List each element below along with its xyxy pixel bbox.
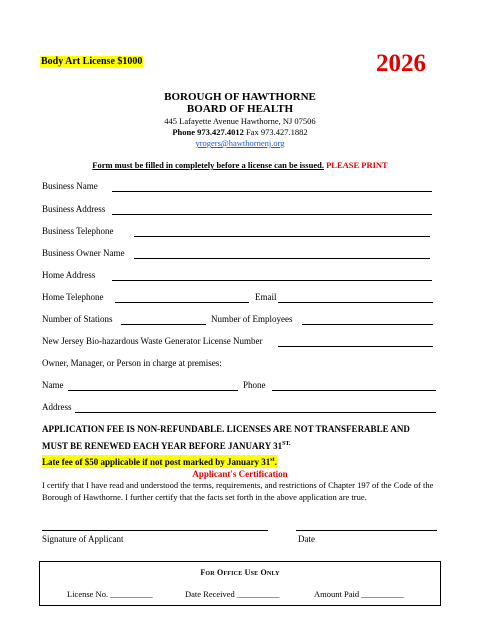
org-email-wrap xyxy=(0,138,480,148)
fee-notice-line2 xyxy=(42,439,291,452)
home-address-label: Home Address xyxy=(42,270,96,280)
owner-phone-label: Phone xyxy=(243,380,266,390)
number-of-stations-label: Number of Stations xyxy=(42,314,113,324)
owner-manager-label: Owner, Manager, or Person in charge at premises: xyxy=(42,358,222,368)
date-label: Date xyxy=(298,534,315,544)
email-label: Email xyxy=(255,292,277,302)
business-telephone-label: Business Telephone xyxy=(42,226,114,236)
number-of-employees-line[interactable] xyxy=(302,324,433,325)
number-of-stations-line[interactable] xyxy=(121,324,206,325)
business-name-label: Business Name xyxy=(42,181,98,191)
certification-title: Applicant's Certification xyxy=(192,469,288,479)
email-line[interactable] xyxy=(278,302,433,303)
late-fee-text: Late fee of $50 applicable if not post marked by January 31 xyxy=(42,457,271,467)
home-telephone-line[interactable] xyxy=(115,302,249,303)
signature-label: Signature of Applicant xyxy=(42,534,124,544)
office-use-box xyxy=(39,561,441,606)
business-address-line[interactable] xyxy=(112,214,432,215)
owner-phone-line[interactable] xyxy=(272,390,436,391)
office-use-title: For Office Use Only xyxy=(200,568,280,577)
certification-body: I certify that I have read and understood the terms, requirements, and restrictions of Chapter 197 of the Code of the Borough of Hawthorne. I further certify that the facts set forth in the above application are true. xyxy=(42,480,434,502)
fee-notice-line2-sup: ST. xyxy=(282,441,291,447)
late-fee-sup: st xyxy=(270,457,275,463)
office-amount-paid: Amount Paid __________ xyxy=(314,589,404,599)
office-date-received: Date Received __________ xyxy=(185,589,280,599)
license-year: 2026 xyxy=(376,50,426,77)
license-title: Body Art License $1000 xyxy=(41,56,143,67)
instruction-emphasis: PLEASE PRINT xyxy=(326,160,388,170)
late-fee-end: . xyxy=(274,457,277,467)
org-fax: Fax 973.427.1882 xyxy=(243,127,308,137)
org-email-link[interactable]: yrogers@hawthornenj.org xyxy=(195,138,285,148)
home-telephone-label: Home Telephone xyxy=(42,292,104,302)
nj-license-line[interactable] xyxy=(278,346,433,347)
org-name: BOROUGH OF HAWTHORNE xyxy=(164,91,316,103)
number-of-employees-label: Number of Employees xyxy=(211,314,293,324)
business-owner-name-line[interactable] xyxy=(134,258,430,259)
owner-name-line[interactable] xyxy=(68,390,238,391)
signature-line[interactable] xyxy=(42,530,268,531)
org-address: 445 Lafayette Avenue Hawthorne, NJ 07506 xyxy=(164,116,316,126)
business-address-label: Business Address xyxy=(42,204,106,214)
instruction-text: Form must be filled in completely before a license can be issued. xyxy=(92,160,324,170)
home-address-line[interactable] xyxy=(112,280,432,281)
office-license-no: License No. __________ xyxy=(67,589,153,599)
business-name-line[interactable] xyxy=(112,191,432,192)
business-owner-name-label: Business Owner Name xyxy=(42,248,125,258)
org-contact xyxy=(0,127,480,137)
owner-name-label: Name xyxy=(42,380,64,390)
owner-address-line[interactable] xyxy=(75,412,436,413)
org-phone: Phone 973.427.4012 xyxy=(172,127,244,137)
nj-license-label: New Jersey Bio-hazardous Waste Generator License Number xyxy=(42,336,263,346)
instruction xyxy=(0,160,480,170)
late-fee-notice xyxy=(42,455,278,468)
owner-address-label: Address xyxy=(42,402,72,412)
date-line[interactable] xyxy=(296,530,437,531)
org-department: BOARD OF HEALTH xyxy=(186,103,294,115)
business-telephone-line[interactable] xyxy=(134,236,430,237)
fee-notice-line2-text: MUST BE RENEWED EACH YEAR BEFORE JANUARY 31 xyxy=(42,441,283,451)
fee-notice-line1: APPLICATION FEE IS NON-REFUNDABLE. LICENSES ARE NOT TRANSFERABLE AND xyxy=(42,424,410,434)
